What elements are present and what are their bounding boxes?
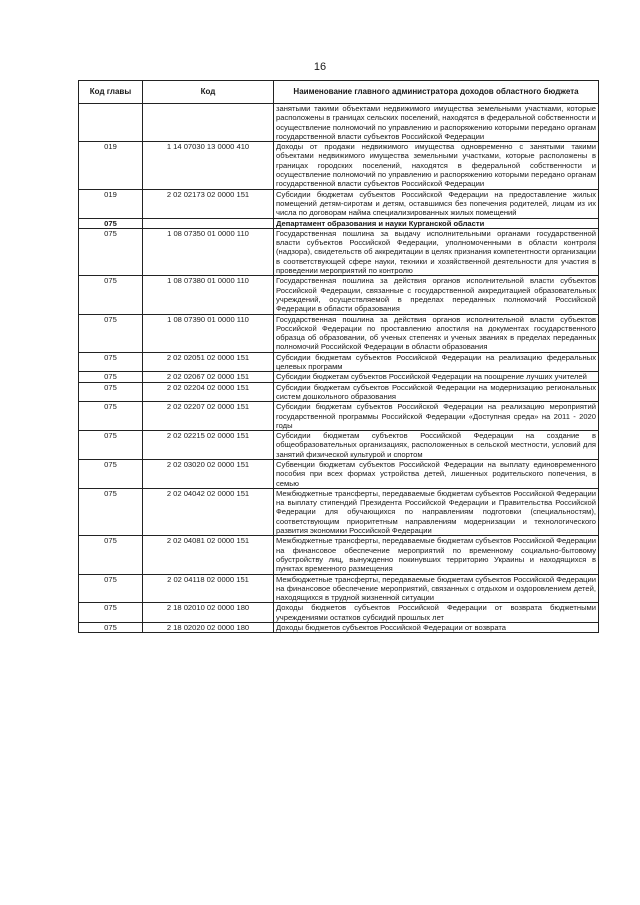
chapter-code-cell: 075 bbox=[79, 623, 143, 633]
table-row bbox=[79, 352, 599, 372]
table-row bbox=[79, 536, 599, 574]
revenue-code-cell bbox=[143, 218, 274, 228]
chapter-code-cell: 075 bbox=[79, 459, 143, 488]
revenue-code-cell: 2 02 02067 02 0000 151 bbox=[143, 372, 274, 382]
administrator-name-cell: Доходы бюджетов субъектов Российской Федерации от возврата бюджетными учреждениями остатков субсидий прошлых лет bbox=[274, 603, 599, 623]
revenue-code-cell: 2 02 03020 02 0000 151 bbox=[143, 459, 274, 488]
chapter-code-cell: 075 bbox=[79, 352, 143, 372]
revenue-code-cell: 2 02 02204 02 0000 151 bbox=[143, 382, 274, 402]
administrator-name-cell: Межбюджетные трансферты, передаваемые бюджетам субъектов Российской Федерации на выплату стипендий Президента Российской Федерации и Правительства Российской Федерации для обучающихся по направлениям подготовки (специальностям), соответствующим приоритетным направлениям модернизации и технологического развития экономики Российской Федерации bbox=[274, 488, 599, 535]
administrator-name-cell: Департамент образования и науки Курганской области bbox=[274, 218, 599, 228]
administrator-name-cell: Государственная пошлина за действия органов исполнительной власти субъектов Российской Федерации, связанные с государственной аккредитацией образовательных учреждений, осуществляемой в пределах переданных полномочий Российской Федерации в области образования bbox=[274, 276, 599, 314]
administrator-name-cell: Субсидии бюджетам субъектов Российской Федерации на создание в общеобразовательных организациях, расположенных в сельской местности, условий для занятий физической культурой и спортом bbox=[274, 431, 599, 460]
chapter-code-cell: 075 bbox=[79, 431, 143, 460]
page-number: 16 bbox=[313, 61, 327, 73]
revenue-code-cell: 2 02 02215 02 0000 151 bbox=[143, 431, 274, 460]
table-row bbox=[79, 218, 599, 228]
header-name: Наименование главного администратора доходов областного бюджета bbox=[274, 81, 599, 104]
administrator-name-cell: Субсидии бюджетам субъектов Российской Федерации на модернизацию региональных систем дошкольного образования bbox=[274, 382, 599, 402]
chapter-code-cell bbox=[79, 104, 143, 142]
revenue-code-cell: 2 02 02207 02 0000 151 bbox=[143, 402, 274, 431]
administrator-name-cell: Субсидии бюджетам субъектов Российской Федерации на предоставление жилых помещений детям-сиротам и детям, оставшимся без попечения родителей, лицам из их числа по договорам найма специализированных жилых помещений bbox=[274, 189, 599, 218]
revenue-code-cell: 2 18 02020 02 0000 180 bbox=[143, 623, 274, 633]
revenue-code-cell: 1 08 07390 01 0000 110 bbox=[143, 314, 274, 352]
administrator-name-cell: Субвенции бюджетам субъектов Российской Федерации на выплату единовременного пособия при всех формах устройства детей, лишенных родительского попечения, в семью bbox=[274, 459, 599, 488]
chapter-code-cell: 075 bbox=[79, 228, 143, 275]
chapter-code-cell: 075 bbox=[79, 402, 143, 431]
table-row bbox=[79, 276, 599, 314]
table-row bbox=[79, 459, 599, 488]
chapter-code-cell: 075 bbox=[79, 488, 143, 535]
administrator-name-cell: Государственная пошлина за действия органов исполнительной власти субъектов Российской Федерации по проставлению апостиля на документах государственного образца об образовании, об ученых степенях и ученых званиях в пределах переданных полномочий Российской Федерации в области образования bbox=[274, 314, 599, 352]
revenue-code-cell: 1 08 07380 01 0000 110 bbox=[143, 276, 274, 314]
administrator-name-cell: занятыми такими объектами недвижимого имущества земельными участками, которые расположены в границах сельских поселений, находятся в федеральной собственности и осуществление полномочий по управлению и распоряжению которыми передано органам государственной власти субъектов Российской Федерации bbox=[274, 104, 599, 142]
table-row bbox=[79, 603, 599, 623]
chapter-code-cell: 019 bbox=[79, 189, 143, 218]
table-row bbox=[79, 488, 599, 535]
administrator-name-cell: Межбюджетные трансферты, передаваемые бюджетам субъектов Российской Федерации на финансовое обеспечение мероприятий по временному социально-бытовому обустройству лиц, вынужденно покинувших территорию Украины и находящихся в пунктах временного размещения bbox=[274, 536, 599, 574]
chapter-code-cell: 075 bbox=[79, 603, 143, 623]
revenue-code-cell: 2 02 04081 02 0000 151 bbox=[143, 536, 274, 574]
revenue-code-cell: 2 02 02173 02 0000 151 bbox=[143, 189, 274, 218]
table-row bbox=[79, 189, 599, 218]
chapter-code-cell: 075 bbox=[79, 382, 143, 402]
revenue-administrators-table-container bbox=[78, 80, 598, 633]
revenue-code-cell: 2 02 02051 02 0000 151 bbox=[143, 352, 274, 372]
header-row bbox=[79, 81, 599, 104]
chapter-code-cell: 075 bbox=[79, 314, 143, 352]
table-body bbox=[79, 104, 599, 633]
administrator-name-cell: Доходы бюджетов субъектов Российской Федерации от возврата bbox=[274, 623, 599, 633]
revenue-code-cell: 1 14 07030 13 0000 410 bbox=[143, 142, 274, 189]
administrator-name-cell: Субсидии бюджетам субъектов Российской Федерации на реализацию мероприятий государственной программы Российской Федерации «Доступная среда» на 2011 - 2020 годы bbox=[274, 402, 599, 431]
administrator-name-cell: Межбюджетные трансферты, передаваемые бюджетам субъектов Российской Федерации на финансовое обеспечение мероприятий, связанных с отдыхом и оздоровлением детей, находящихся в трудной жизненной ситуации bbox=[274, 574, 599, 603]
table-row bbox=[79, 431, 599, 460]
table-header bbox=[79, 81, 599, 104]
table-row bbox=[79, 104, 599, 142]
table-row bbox=[79, 623, 599, 633]
administrator-name-cell: Субсидии бюджетам субъектов Российской Федерации на поощрение лучших учителей bbox=[274, 372, 599, 382]
table-row bbox=[79, 372, 599, 382]
chapter-code-cell: 075 bbox=[79, 276, 143, 314]
table-row bbox=[79, 574, 599, 603]
table-row bbox=[79, 402, 599, 431]
administrator-name-cell: Субсидии бюджетам субъектов Российской Федерации на реализацию федеральных целевых программ bbox=[274, 352, 599, 372]
chapter-code-cell: 019 bbox=[79, 142, 143, 189]
table-row bbox=[79, 314, 599, 352]
revenue-administrators-table bbox=[78, 80, 599, 633]
table-row bbox=[79, 142, 599, 189]
administrator-name-cell: Государственная пошлина за выдачу исполнительными органами государственной власти субъектов Российской Федерации, уполномоченными в области контроля (надзора), свидетельств об аккредитации в целях признания компетентности организации в соответствующей сфере науки, техники и хозяйственной деятельности для участия в проведении мероприятий по контролю bbox=[274, 228, 599, 275]
chapter-code-cell: 075 bbox=[79, 574, 143, 603]
header-chapter-code: Код главы bbox=[79, 81, 143, 104]
revenue-code-cell: 2 02 04042 02 0000 151 bbox=[143, 488, 274, 535]
revenue-code-cell: 2 02 04118 02 0000 151 bbox=[143, 574, 274, 603]
revenue-code-cell: 2 18 02010 02 0000 180 bbox=[143, 603, 274, 623]
header-code: Код bbox=[143, 81, 274, 104]
table-row bbox=[79, 382, 599, 402]
table-row bbox=[79, 228, 599, 275]
chapter-code-cell: 075 bbox=[79, 536, 143, 574]
chapter-code-cell: 075 bbox=[79, 218, 143, 228]
administrator-name-cell: Доходы от продажи недвижимого имущества одновременно с занятыми такими объектами недвижимого имущества земельными участками, которые расположены в границах городских поселений, находятся в федеральной собственности и осуществление полномочий по управлению и распоряжению которыми передано органам государственной власти субъектов Российской Федерации bbox=[274, 142, 599, 189]
chapter-code-cell: 075 bbox=[79, 372, 143, 382]
revenue-code-cell bbox=[143, 104, 274, 142]
revenue-code-cell: 1 08 07350 01 0000 110 bbox=[143, 228, 274, 275]
